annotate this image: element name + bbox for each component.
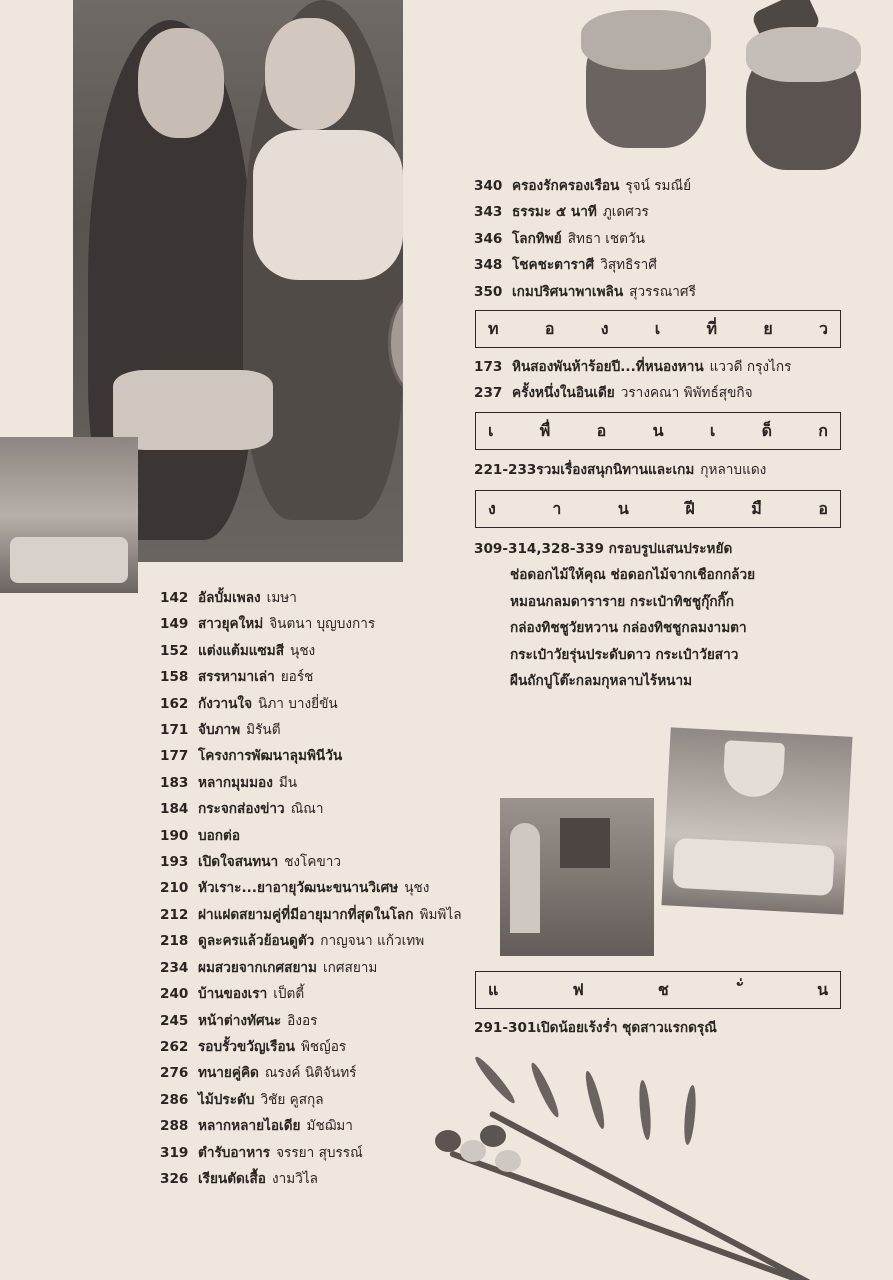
- page-number: 210: [160, 880, 189, 897]
- section-letter: ก: [818, 420, 828, 440]
- article-author: แววดี กรุงไกร: [709, 359, 792, 375]
- article-title: รวมเรื่องสนุกนิทานและเกม: [536, 462, 695, 478]
- dried-flowers-photo: [430, 1040, 893, 1280]
- page-number: 343: [474, 204, 503, 221]
- craft-line: หมอนกลมดาราราย กระเป๋าทิชชูกุ๊กกิ๊ก: [510, 593, 735, 610]
- section-letter: อ: [818, 498, 828, 518]
- article-title: รอบรั้วขวัญเรือน: [198, 1038, 295, 1055]
- page-number: 218: [160, 933, 189, 950]
- section-letter: ช: [657, 979, 669, 999]
- interior-photo-left: [500, 798, 654, 956]
- article-author: ชงโคขาว: [284, 854, 342, 871]
- page-number: 340: [474, 178, 503, 194]
- page-number: 234: [160, 959, 189, 976]
- craft-line: กล่องทิชชูวัยหวาน กล่องทิชชูกลมงามตา: [510, 620, 747, 637]
- fashion-list: [474, 1015, 717, 1041]
- fern-leaf: [637, 1080, 652, 1141]
- article-title: ธรรมะ ๕ นาที: [512, 204, 597, 221]
- list-item: [474, 199, 696, 225]
- article-title: เปิดใจสนทนา: [198, 854, 279, 871]
- kids-list: [474, 457, 766, 483]
- article-author: สิทธา เชตวัน: [567, 230, 645, 247]
- section-letter: เ: [488, 420, 494, 440]
- section-header-fashion: [475, 971, 841, 1009]
- article-title: โชคชะตาราศี: [512, 257, 595, 274]
- section-letter: น: [617, 498, 629, 518]
- section-letter: า: [552, 498, 562, 518]
- page-number: 190: [160, 827, 189, 844]
- article-author: มัชฌิมา: [306, 1118, 353, 1135]
- list-item: [160, 1166, 462, 1192]
- page-number: 286: [160, 1091, 189, 1108]
- bag-bow: [746, 27, 861, 82]
- page-number: 288: [160, 1118, 189, 1135]
- page-number: 142: [160, 590, 189, 606]
- list-item: [474, 279, 696, 305]
- arched-door: [510, 823, 540, 933]
- list-item: [160, 955, 462, 981]
- section-letter: ท: [488, 318, 499, 338]
- list-item: [160, 875, 462, 901]
- article-author: พิมพิไล: [419, 906, 462, 923]
- page-number: 350: [474, 283, 503, 300]
- page-number: 237: [474, 385, 503, 402]
- article-title: ดูละครแล้วย้อนดูตัว: [198, 933, 315, 950]
- section-letter: พื่: [539, 420, 551, 440]
- article-author: เป็ตตี้: [273, 986, 305, 1003]
- page-number: 291-301: [474, 1020, 537, 1036]
- fabric-bags-photo: [566, 0, 893, 178]
- fabric-bag-left: [586, 20, 706, 148]
- page-number: 171: [160, 722, 189, 739]
- dried-flower: [480, 1125, 506, 1147]
- list-item: [474, 457, 766, 483]
- page-number: 348: [474, 257, 503, 274]
- list-item: [160, 928, 462, 954]
- list-item: [160, 1008, 462, 1034]
- list-item: [160, 1113, 462, 1139]
- fern-leaf: [682, 1085, 697, 1146]
- article-title: บ้านของเรา: [198, 986, 268, 1003]
- article-title: ฝาแฝดสยามคู่ที่มีอายุมากที่สุดในโลก: [198, 906, 414, 923]
- section-letter: ง: [488, 498, 496, 518]
- list-item: [160, 1140, 462, 1166]
- page-number: 319: [160, 1144, 189, 1161]
- article-author: วิสุทธิราศี: [600, 257, 657, 274]
- section-letter: น: [652, 420, 664, 440]
- list-item: [474, 252, 696, 278]
- page-number: 346: [474, 230, 503, 247]
- list-item: [160, 638, 462, 664]
- section-letter: เ: [654, 318, 661, 338]
- article-title: หน้าต่างทัศนะ: [198, 1012, 282, 1029]
- article-title: เปิดน้อยเร้งร่ำ ชุดสาวแรกดรุณี: [536, 1020, 717, 1036]
- page-number: 276: [160, 1065, 189, 1082]
- craft-line: 309-314,328-339 กรอบรูปแสนประหยัด: [474, 541, 733, 557]
- section-letter: ฟ: [572, 979, 584, 999]
- lamp: [722, 740, 785, 798]
- article-title: โครงการพัฒนาลุมพินีวัน: [198, 748, 343, 765]
- article-author: กาญจนา แก้วเทพ: [320, 933, 425, 950]
- fern-leaf: [472, 1054, 518, 1106]
- section-letter: อ: [596, 420, 607, 440]
- page-number: 158: [160, 669, 189, 686]
- fern-leaf: [528, 1061, 562, 1120]
- article-author: งามวิไล: [271, 1170, 319, 1187]
- page-number: 162: [160, 695, 189, 712]
- page-number: 240: [160, 986, 189, 1003]
- dried-flower: [495, 1150, 521, 1172]
- article-title: จับภาพ: [198, 722, 241, 739]
- sofa: [10, 537, 128, 583]
- painting: [560, 818, 610, 868]
- list-item: [474, 354, 791, 380]
- craft-list: [474, 536, 755, 694]
- craft-line: กระเป๋าวัยรุ่นประดับดาว กระเป๋าวัยสาว: [510, 646, 739, 663]
- travel-list: [474, 354, 791, 407]
- section-letter: ที่: [706, 318, 718, 338]
- list-item: [160, 611, 462, 637]
- article-author: จรรยา สุบรรณ์: [276, 1144, 363, 1161]
- article-author: วิชัย คูสกุล: [260, 1091, 324, 1108]
- bag-bow: [581, 10, 711, 70]
- article-author: อิงอร: [287, 1012, 318, 1029]
- page-number: 177: [160, 748, 189, 765]
- article-author: กุหลาบแดง: [700, 462, 767, 478]
- article-author: เมษา: [266, 590, 297, 606]
- article-title: ครั้งหนึ่งในอินเดีย: [512, 385, 615, 402]
- article-author: จินตนา บุญบงการ: [269, 616, 376, 633]
- contents-list-top-right: [474, 173, 696, 305]
- list-item: [474, 1015, 717, 1041]
- article-title: ทนายคู่คิด: [198, 1065, 259, 1082]
- page-number: 212: [160, 906, 189, 923]
- list-item: [160, 664, 462, 690]
- fern-leaf: [582, 1070, 607, 1131]
- article-title: หัวเราะ...ยาอายุวัฒนะขนานวิเศษ: [198, 880, 399, 897]
- living-room-photo: [0, 437, 138, 593]
- list-item: [160, 585, 462, 611]
- article-author: นุชง: [404, 880, 430, 897]
- craft-line: ผืนถักปูโต๊ะกลมกุหลาบไร้หนาม: [510, 673, 693, 690]
- page-number: 245: [160, 1012, 189, 1029]
- article-author: มิรันตี: [246, 722, 281, 739]
- page-number: 184: [160, 801, 189, 818]
- section-header-travel: [475, 310, 841, 348]
- article-title: กังวานใจ: [198, 695, 253, 712]
- list-item: [160, 1087, 462, 1113]
- article-title: หลากหลายไอเดีย: [198, 1118, 301, 1135]
- section-letter: อ: [544, 318, 555, 338]
- page-number: 183: [160, 774, 189, 791]
- article-title: ผมสวยจากเกศสยาม: [198, 959, 318, 976]
- page-number: 173: [474, 359, 503, 375]
- article-author: เกศสยาม: [323, 959, 378, 976]
- section-letter: ว: [818, 318, 828, 338]
- article-title: ตำรับอาหาร: [198, 1144, 271, 1161]
- article-title: โลกทิพย์: [512, 230, 562, 247]
- article-author: ณิณา: [290, 801, 324, 818]
- dried-flower: [460, 1140, 486, 1162]
- list-item: [160, 770, 462, 796]
- article-title: ไม้ประดับ: [198, 1091, 255, 1108]
- section-letter: เ: [709, 420, 716, 440]
- article-title: หลากมุมมอง: [198, 774, 273, 791]
- article-author: ยอร์ช: [280, 669, 314, 686]
- article-author: วรางคณา พิพัทธ์สุขกิจ: [620, 385, 753, 402]
- list-item: [160, 902, 462, 928]
- article-author: มีน: [278, 774, 298, 791]
- page-number: 152: [160, 642, 189, 659]
- list-item: [160, 849, 462, 875]
- list-item: [160, 743, 462, 769]
- article-title: หินสองพันห้าร้อยปี...ที่หนองหาน: [512, 359, 704, 375]
- article-author: ณรงค์ นิติจันทร์: [264, 1065, 357, 1082]
- section-letter: ย: [763, 318, 773, 338]
- section-header-craft: [475, 490, 841, 528]
- article-author: นิภา บางยี่ขัน: [258, 695, 338, 712]
- article-author: นุชง: [290, 642, 316, 659]
- article-author: พิชญ์อร: [300, 1038, 347, 1055]
- section-letter: แ: [488, 979, 499, 999]
- list-item: [474, 173, 696, 199]
- article-title: ครองรักครองเรือน: [512, 178, 620, 194]
- section-letter: ง: [600, 318, 609, 338]
- list-item: [160, 691, 462, 717]
- section-header-kids: [475, 412, 841, 450]
- article-title: สรรหามาเล่า: [198, 669, 275, 686]
- interior-photo-right: [661, 727, 852, 914]
- article-title: อัลบั้มเพลง: [198, 590, 261, 606]
- list-item: [160, 796, 462, 822]
- couch: [672, 838, 834, 896]
- section-letter: ฝี: [685, 498, 695, 518]
- page-number: 193: [160, 854, 189, 871]
- list-item: [160, 823, 462, 849]
- fabric-bag-right: [746, 45, 861, 170]
- article-title: แต่งแต้มแซมสี: [198, 642, 285, 659]
- article-author: ภูเดศวร: [602, 204, 649, 221]
- page-number: 326: [160, 1170, 189, 1187]
- contents-list-left: [160, 585, 462, 1192]
- section-letter: มื: [751, 498, 762, 518]
- article-title: สาวยุคใหม่: [198, 616, 264, 633]
- section-letter: ด็: [761, 420, 772, 440]
- woman-left-face: [138, 28, 224, 138]
- list-item: [160, 717, 462, 743]
- article-author: สุวรรณาศรี: [629, 283, 696, 300]
- article-author: รุจน์ รมณีย์: [625, 178, 692, 194]
- list-item: [474, 226, 696, 252]
- white-shirt: [253, 130, 403, 280]
- section-letter: น: [817, 979, 828, 999]
- list-item: [160, 1034, 462, 1060]
- craft-line: ช่อดอกไม้ให้คุณ ช่อดอกไม้จากเชือกกล้วย: [510, 567, 756, 584]
- page-number: 221-233: [474, 462, 537, 478]
- page-number: 149: [160, 616, 189, 633]
- fern-stem: [489, 1110, 845, 1280]
- page-number: 262: [160, 1038, 189, 1055]
- woman-right-face: [265, 18, 355, 130]
- list-item: [160, 1060, 462, 1086]
- article-title: เกมปริศนาพาเพลิน: [512, 283, 624, 300]
- article-title: บอกต่อ: [198, 827, 241, 844]
- article-title: เรียนตัดเสื้อ: [198, 1170, 266, 1187]
- article-title: กระจกส่องข่าว: [198, 801, 285, 818]
- list-item: [474, 380, 791, 406]
- list-item: [160, 981, 462, 1007]
